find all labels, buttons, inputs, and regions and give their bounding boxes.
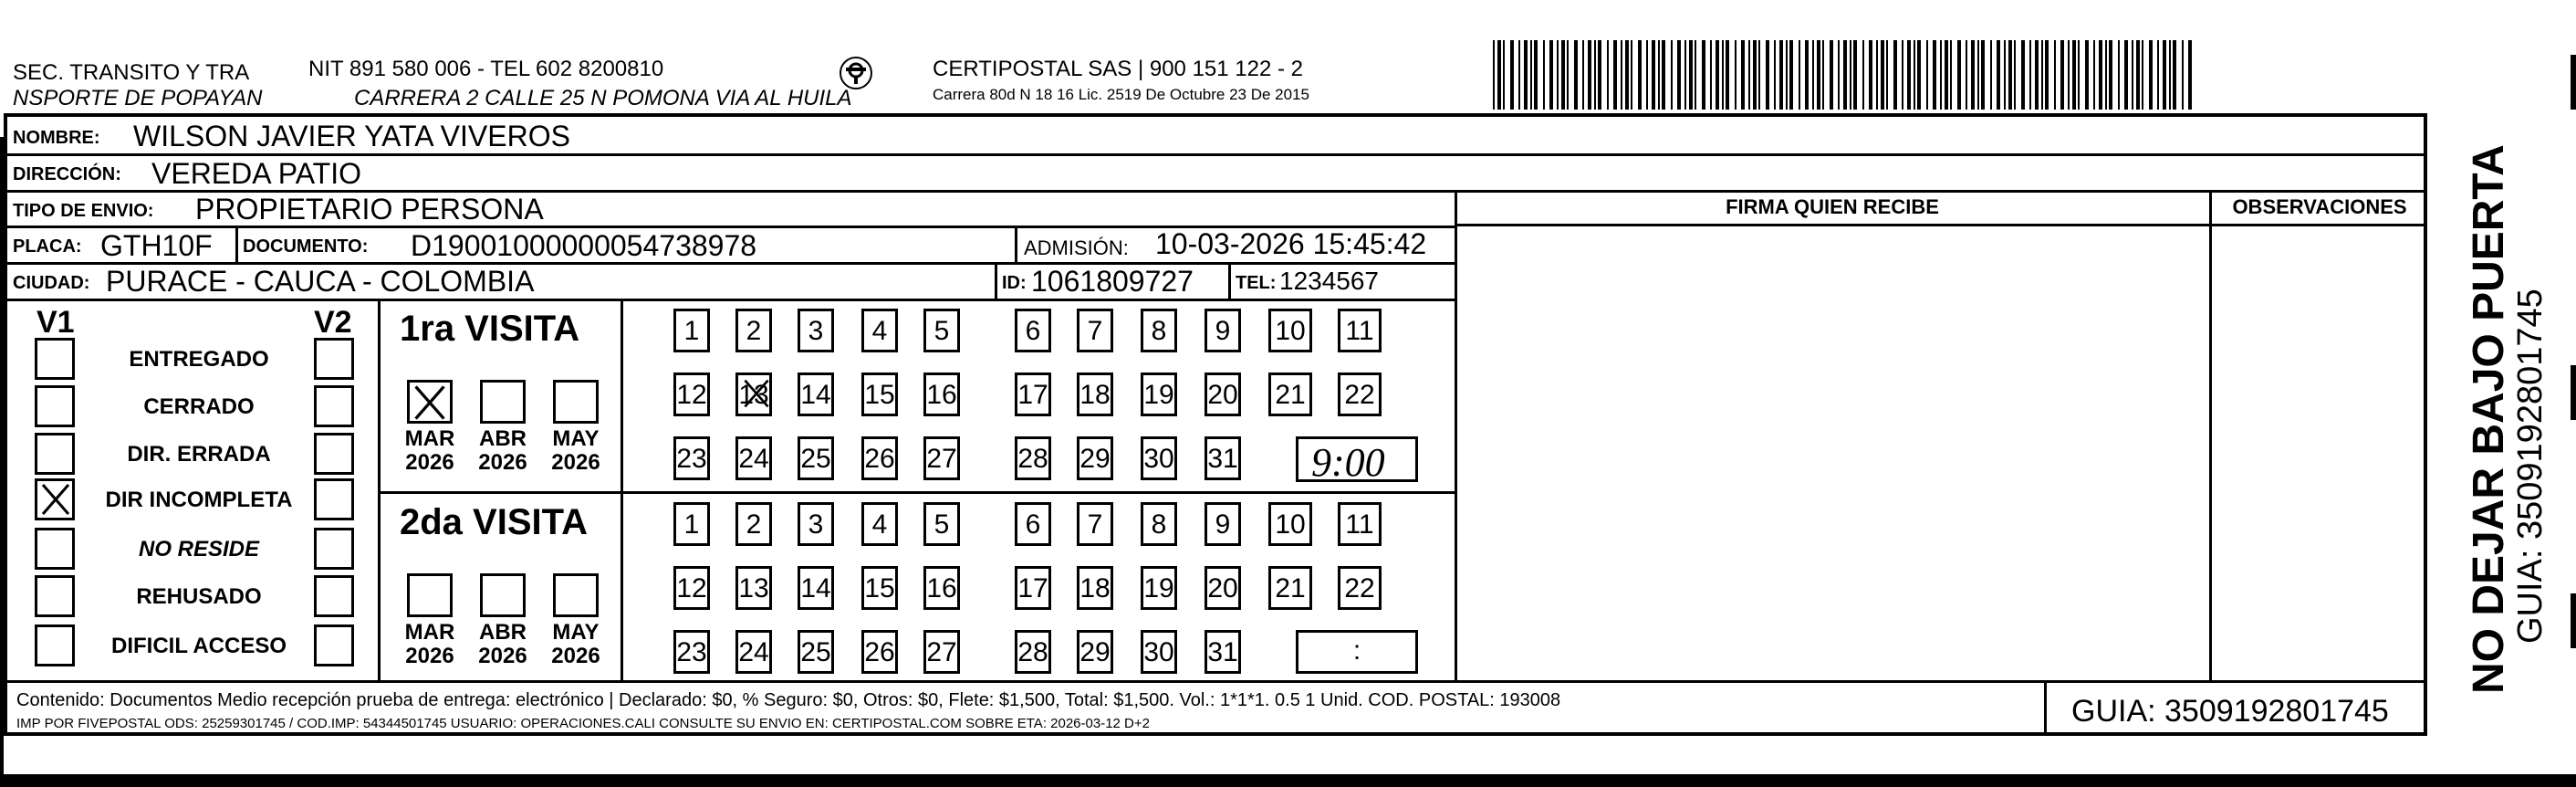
visit1-day-10[interactable]: 10	[1268, 309, 1312, 352]
visit2-day-28[interactable]: 28	[1015, 630, 1051, 674]
barcode-bar	[1893, 40, 1897, 110]
barcode-bar	[2041, 40, 2043, 110]
v2-checkbox-2[interactable]	[314, 433, 354, 475]
shipment-type-label: TIPO DE ENVIO:	[13, 201, 154, 221]
barcode-bar	[2136, 40, 2140, 110]
recipient-name: WILSON JAVIER YATA VIVEROS	[133, 120, 570, 152]
barcode-bar	[1940, 40, 1942, 110]
visit2-day-6[interactable]: 6	[1015, 502, 1051, 546]
barcode-bar	[1607, 40, 1609, 110]
visit1-day-27[interactable]: 27	[923, 436, 960, 480]
visit1-day-23[interactable]: 23	[673, 436, 710, 480]
barcode-bar	[1917, 40, 1921, 110]
recipient-address: VEREDA PATIO	[151, 157, 361, 190]
x-mark-icon	[740, 377, 773, 410]
barcode-bar	[1594, 40, 1596, 110]
v1-checkbox-2[interactable]	[35, 433, 75, 475]
visit2-day-18[interactable]: 18	[1077, 566, 1113, 610]
barcode-bar	[1822, 40, 1824, 110]
barcode-bar	[2188, 40, 2192, 110]
barcode-bar	[2163, 40, 2166, 110]
barcode-bar	[1702, 40, 1705, 110]
visit2-day-23[interactable]: 23	[673, 630, 710, 674]
barcode-bar	[1530, 40, 1532, 110]
barcode-bar	[1933, 40, 1936, 110]
visit1-day-26[interactable]: 26	[861, 436, 898, 480]
barcode-bar	[1598, 40, 1601, 110]
tel-value: 1234567	[1279, 267, 1380, 295]
visit2-day-12[interactable]: 12	[673, 566, 710, 610]
visit1-day-28[interactable]: 28	[1015, 436, 1051, 480]
barcode-bar	[1684, 40, 1686, 110]
visit1-month-checkbox-2[interactable]	[553, 380, 599, 424]
name-label: NOMBRE:	[13, 128, 100, 148]
barcode-bar	[2173, 40, 2176, 110]
visit2-day-1[interactable]: 1	[673, 502, 710, 546]
visit1-day-24[interactable]: 24	[735, 436, 772, 480]
visit1-day-2[interactable]: 2	[735, 309, 772, 352]
barcode-bar	[2099, 40, 2102, 110]
barcode-bar	[1631, 40, 1632, 110]
x-mark-icon	[410, 383, 450, 423]
v2-checkbox-5[interactable]	[314, 575, 354, 617]
visit2-day-26[interactable]: 26	[861, 630, 898, 674]
visit2-day-30[interactable]: 30	[1141, 630, 1177, 674]
address-label: DIRECCIÓN:	[13, 164, 121, 184]
barcode-bar	[1786, 40, 1788, 110]
barcode-bar	[1789, 40, 1793, 110]
status-label-6: DIFICIL ACCESO	[110, 634, 287, 658]
barcode-bar	[2118, 40, 2120, 110]
visit2-day-21[interactable]: 21	[1268, 566, 1312, 610]
status-label-2: DIR. ERRADA	[127, 442, 271, 467]
barcode-bar	[2021, 40, 2025, 110]
visit2-month-label-1: ABR 2026	[478, 620, 527, 668]
id-label: ID:	[1002, 273, 1027, 293]
visit2-month-label-0: MAR 2026	[404, 620, 455, 668]
visit1-day-4[interactable]: 4	[861, 309, 898, 352]
barcode-bar	[2105, 40, 2107, 110]
visit2-title: 2da VISITA	[400, 502, 588, 542]
v2-checkbox-0[interactable]	[314, 338, 354, 380]
visit1-day-9[interactable]: 9	[1205, 309, 1241, 352]
visit2-day-7[interactable]: 7	[1077, 502, 1113, 546]
barcode-bar	[1534, 40, 1538, 110]
v2-checkbox-4[interactable]	[314, 528, 354, 570]
document-value: D19001000000054738978	[411, 229, 757, 262]
address-line: CARRERA 2 CALLE 25 N POMONA VIA AL HUILA	[354, 86, 852, 110]
visit2-day-25[interactable]: 25	[798, 630, 834, 674]
visit1-day-8[interactable]: 8	[1141, 309, 1177, 352]
visit1-day-31[interactable]: 31	[1205, 436, 1241, 480]
barcode-bar	[1862, 40, 1864, 110]
visit1-time-box[interactable]	[1296, 436, 1418, 485]
barcode-bar	[2169, 40, 2171, 110]
barcode-bar	[1869, 40, 1872, 110]
observations-header: OBSERVACIONES	[2232, 195, 2407, 218]
barcode-bar	[1549, 40, 1553, 110]
barcode	[1493, 40, 2195, 110]
barcode-bar	[1907, 40, 1911, 110]
status-label-3: DIR INCOMPLETA	[105, 488, 293, 512]
barcode-bar	[2109, 40, 2112, 110]
barcode-bar	[1497, 40, 1501, 110]
barcode-bar	[2014, 40, 2016, 110]
barcode-bar	[1726, 40, 1729, 110]
barcode-bar	[1722, 40, 1724, 110]
barcode-bar	[1689, 40, 1693, 110]
visit2-day-5[interactable]: 5	[923, 502, 960, 546]
barcode-bar	[1741, 40, 1745, 110]
barcode-bar	[1966, 40, 1967, 110]
side-warning: NO DEJAR BAJO PUERTA	[2465, 144, 2513, 694]
visit1-month-label-0: MAR 2026	[404, 426, 455, 475]
barcode-bar	[2060, 40, 2064, 110]
barcode-bar	[1638, 40, 1642, 110]
visit1-day-17[interactable]: 17	[1015, 373, 1051, 416]
v1-label: V1	[37, 305, 75, 340]
visit2-day-19[interactable]: 19	[1141, 566, 1177, 610]
dept-line-2: NSPORTE DE POPAYAN	[13, 86, 263, 110]
barcode-bar	[1805, 40, 1809, 110]
barcode-bar	[1567, 40, 1569, 110]
signature-header: FIRMA QUIEN RECIBE	[1726, 195, 1939, 218]
x-mark-icon	[37, 481, 74, 518]
barcode-bar	[2142, 40, 2143, 110]
city-label: CIUDAD:	[13, 273, 90, 293]
visit2-day-27[interactable]: 27	[923, 630, 960, 674]
barcode-bar	[1574, 40, 1578, 110]
barcode-bar	[1753, 40, 1757, 110]
visit2-day-13[interactable]: 13	[735, 566, 772, 610]
footer-imp-line: IMP POR FIVEPOSTAL ODS: 25259301745 / COD.IMP: 54344501745 USUARIO: OPERACIONES.CALI CONSULTE SU ENVIO EN: CERTIPOSTAL.COM SOBRE ETA: 2026-03-12 D+2	[16, 716, 1150, 731]
barcode-bar	[2182, 40, 2184, 110]
barcode-bar	[1695, 40, 1696, 110]
visit2-month-checkbox-0[interactable]	[407, 573, 453, 617]
visit2-day-20[interactable]: 20	[1205, 566, 1241, 610]
visit2-day-29[interactable]: 29	[1077, 630, 1113, 674]
barcode-bar	[1671, 40, 1673, 110]
v1-checkbox-3[interactable]	[35, 478, 75, 520]
visit1-month-label-2: MAY 2026	[551, 426, 600, 475]
barcode-bar	[2072, 40, 2076, 110]
status-label-5: REHUSADO	[136, 584, 262, 609]
barcode-bar	[1774, 40, 1776, 110]
barcode-bar	[1971, 40, 1975, 110]
visit1-day-6[interactable]: 6	[1015, 309, 1051, 352]
visit1-title: 1ra VISITA	[400, 309, 580, 349]
visit2-day-15[interactable]: 15	[861, 566, 898, 610]
dept-line-1: SEC. TRANSITO Y TRA	[13, 60, 250, 85]
visit2-day-9[interactable]: 9	[1205, 502, 1241, 546]
barcode-bar	[1652, 40, 1655, 110]
visit2-month-checkbox-1[interactable]	[480, 573, 526, 617]
barcode-bar	[1850, 40, 1851, 110]
company-logo-icon	[838, 55, 874, 91]
barcode-bar	[1926, 40, 1928, 110]
barcode-bar	[2068, 40, 2070, 110]
v1-checkbox-5[interactable]	[35, 575, 75, 617]
barcode-bar	[1543, 40, 1545, 110]
v2-checkbox-1[interactable]	[314, 385, 354, 427]
visit2-day-10[interactable]: 10	[1268, 502, 1312, 546]
tel-label: TEL:	[1236, 273, 1277, 293]
visit1-day-30[interactable]: 30	[1141, 436, 1177, 480]
barcode-bar	[2004, 40, 2006, 110]
barcode-bar	[1503, 40, 1505, 110]
status-label-0: ENTREGADO	[129, 347, 269, 372]
barcode-bar	[1914, 40, 1915, 110]
side-guia: GUIA: 3509192801745	[2511, 289, 2550, 644]
barcode-bar	[1853, 40, 1857, 110]
v1-checkbox-4[interactable]	[35, 528, 75, 570]
city-value: PURACE - CAUCA - COLOMBIA	[106, 265, 535, 298]
visit2-day-22[interactable]: 22	[1338, 566, 1382, 610]
barcode-bar	[1621, 40, 1622, 110]
visit1-day-3[interactable]: 3	[798, 309, 834, 352]
barcode-bar	[1945, 40, 1948, 110]
company-line-1: CERTIPOSTAL SAS | 900 151 122 - 2	[933, 57, 1303, 81]
barcode-bar	[2149, 40, 2153, 110]
barcode-bar	[1561, 40, 1565, 110]
v2-label: V2	[314, 305, 352, 340]
barcode-bar	[1758, 40, 1760, 110]
visit1-day-19[interactable]: 19	[1141, 373, 1177, 416]
nit-line: NIT 891 580 006 - TEL 602 8200810	[308, 57, 664, 81]
visit1-day-16[interactable]: 16	[923, 373, 960, 416]
company-line-2: Carrera 80d N 18 16 Lic. 2519 De Octubre 23 De 2015	[933, 86, 1309, 103]
barcode-bar	[1799, 40, 1800, 110]
barcode-bar	[1843, 40, 1847, 110]
v2-checkbox-3[interactable]	[314, 478, 354, 520]
barcode-bar	[2085, 40, 2089, 110]
barcode-bar	[1625, 40, 1629, 110]
shipment-type: PROPIETARIO PERSONA	[195, 193, 544, 226]
visit2-month-label-2: MAY 2026	[551, 620, 600, 668]
barcode-bar	[1812, 40, 1814, 110]
barcode-bar	[1646, 40, 1648, 110]
v2-checkbox-6[interactable]	[314, 624, 354, 666]
barcode-bar	[1950, 40, 1952, 110]
status-label-4: NO RESIDE	[138, 537, 260, 561]
visit1-month-label-1: ABR 2026	[478, 426, 527, 475]
status-label-1: CERRADO	[143, 394, 255, 419]
visit2-day-11[interactable]: 11	[1338, 502, 1382, 546]
plate-label: PLACA:	[13, 236, 82, 257]
visit1-day-20[interactable]: 20	[1205, 373, 1241, 416]
visit2-day-3[interactable]: 3	[798, 502, 834, 546]
signature-area[interactable]	[1457, 226, 2209, 680]
footer-content-line: Contenido: Documentos Medio recepción prueba de entrega: electrónico | Declarado: $0, % Seguro: $0, Otros: $0, Flete: $1,500, Total: $1,500. Vol.: 1*1*1. 0.5 1 Unid. COD. POSTAL: 193008	[16, 690, 1561, 710]
barcode-bar	[2045, 40, 2049, 110]
barcode-bar	[1902, 40, 1903, 110]
visit1-time-handwriting	[1298, 439, 1421, 485]
barcode-bar	[2078, 40, 2080, 110]
barcode-bar	[1830, 40, 1833, 110]
barcode-bar	[1881, 40, 1884, 110]
barcode-bar	[1977, 40, 1979, 110]
visit2-day-31[interactable]: 31	[1205, 630, 1241, 674]
visit1-day-13[interactable]: 13	[735, 373, 772, 416]
barcode-bar	[1876, 40, 1878, 110]
barcode-bar	[1997, 40, 2000, 110]
barcode-bar	[1957, 40, 1961, 110]
barcode-bar	[2093, 40, 2095, 110]
barcode-bar	[1886, 40, 1888, 110]
barcode-bar	[2008, 40, 2012, 110]
visit1-day-25[interactable]: 25	[798, 436, 834, 480]
barcode-bar	[2054, 40, 2056, 110]
visit1-day-22[interactable]: 22	[1338, 373, 1382, 416]
visit2-month-checkbox-2[interactable]	[553, 573, 599, 617]
visit1-day-11[interactable]: 11	[1338, 309, 1382, 352]
barcode-bar	[1748, 40, 1750, 110]
barcode-bar	[2035, 40, 2039, 110]
v1-checkbox-0[interactable]	[35, 338, 75, 380]
barcode-bar	[1990, 40, 1992, 110]
visit2-day-4[interactable]: 4	[861, 502, 898, 546]
id-value: 1061809727	[1031, 265, 1194, 298]
plate-value: GTH10F	[100, 229, 213, 262]
barcode-bar	[1662, 40, 1665, 110]
visit1-day-15[interactable]: 15	[861, 373, 898, 416]
document-label: DOCUMENTO:	[243, 236, 369, 257]
barcode-bar	[1981, 40, 1985, 110]
barcode-bar	[1766, 40, 1769, 110]
barcode-bar	[2157, 40, 2159, 110]
visit2-day-8[interactable]: 8	[1141, 502, 1177, 546]
visit2-day-17[interactable]: 17	[1015, 566, 1051, 610]
visit1-day-29[interactable]: 29	[1077, 436, 1113, 480]
admission-label: ADMISIÓN:	[1024, 236, 1129, 259]
barcode-bar	[1557, 40, 1559, 110]
visit2-day-16[interactable]: 16	[923, 566, 960, 610]
barcode-bar	[2029, 40, 2031, 110]
visit1-day-21[interactable]: 21	[1268, 373, 1312, 416]
visit1-month-checkbox-1[interactable]	[480, 380, 526, 424]
visit2-time-box[interactable]: :	[1296, 630, 1418, 674]
barcode-bar	[1677, 40, 1681, 110]
visit1-day-1[interactable]: 1	[673, 309, 710, 352]
admission-value: 10-03-2026 15:45:42	[1155, 227, 1427, 260]
barcode-bar	[1735, 40, 1736, 110]
footer-guia: GUIA: 3509192801745	[2071, 694, 2389, 729]
v1-checkbox-6[interactable]	[35, 624, 75, 666]
barcode-bar	[1716, 40, 1719, 110]
observations-area[interactable]	[2212, 226, 2427, 680]
visit1-day-14[interactable]: 14	[798, 373, 834, 416]
barcode-bar	[1582, 40, 1584, 110]
barcode-bar	[1524, 40, 1528, 110]
barcode-bar	[2132, 40, 2133, 110]
barcode-bar	[1658, 40, 1660, 110]
barcode-bar	[1493, 40, 1495, 110]
visit1-day-18[interactable]: 18	[1077, 373, 1113, 416]
visit1-day-5[interactable]: 5	[923, 309, 960, 352]
visit2-day-24[interactable]: 24	[735, 630, 772, 674]
visit2-day-14[interactable]: 14	[798, 566, 834, 610]
visit2-day-2[interactable]: 2	[735, 502, 772, 546]
barcode-bar	[1710, 40, 1712, 110]
svg-text:9:00: 9:00	[1311, 440, 1385, 485]
barcode-bar	[1817, 40, 1820, 110]
barcode-bar	[1779, 40, 1783, 110]
barcode-bar	[1510, 40, 1514, 110]
visit1-day-12[interactable]: 12	[673, 373, 710, 416]
visit1-day-7[interactable]: 7	[1077, 309, 1113, 352]
v1-checkbox-1[interactable]	[35, 385, 75, 427]
barcode-bar	[1613, 40, 1617, 110]
visit1-month-checkbox-0[interactable]	[407, 380, 453, 424]
barcode-bar	[1588, 40, 1591, 110]
barcode-bar	[2124, 40, 2128, 110]
barcode-bar	[1838, 40, 1840, 110]
barcode-bar	[1518, 40, 1520, 110]
